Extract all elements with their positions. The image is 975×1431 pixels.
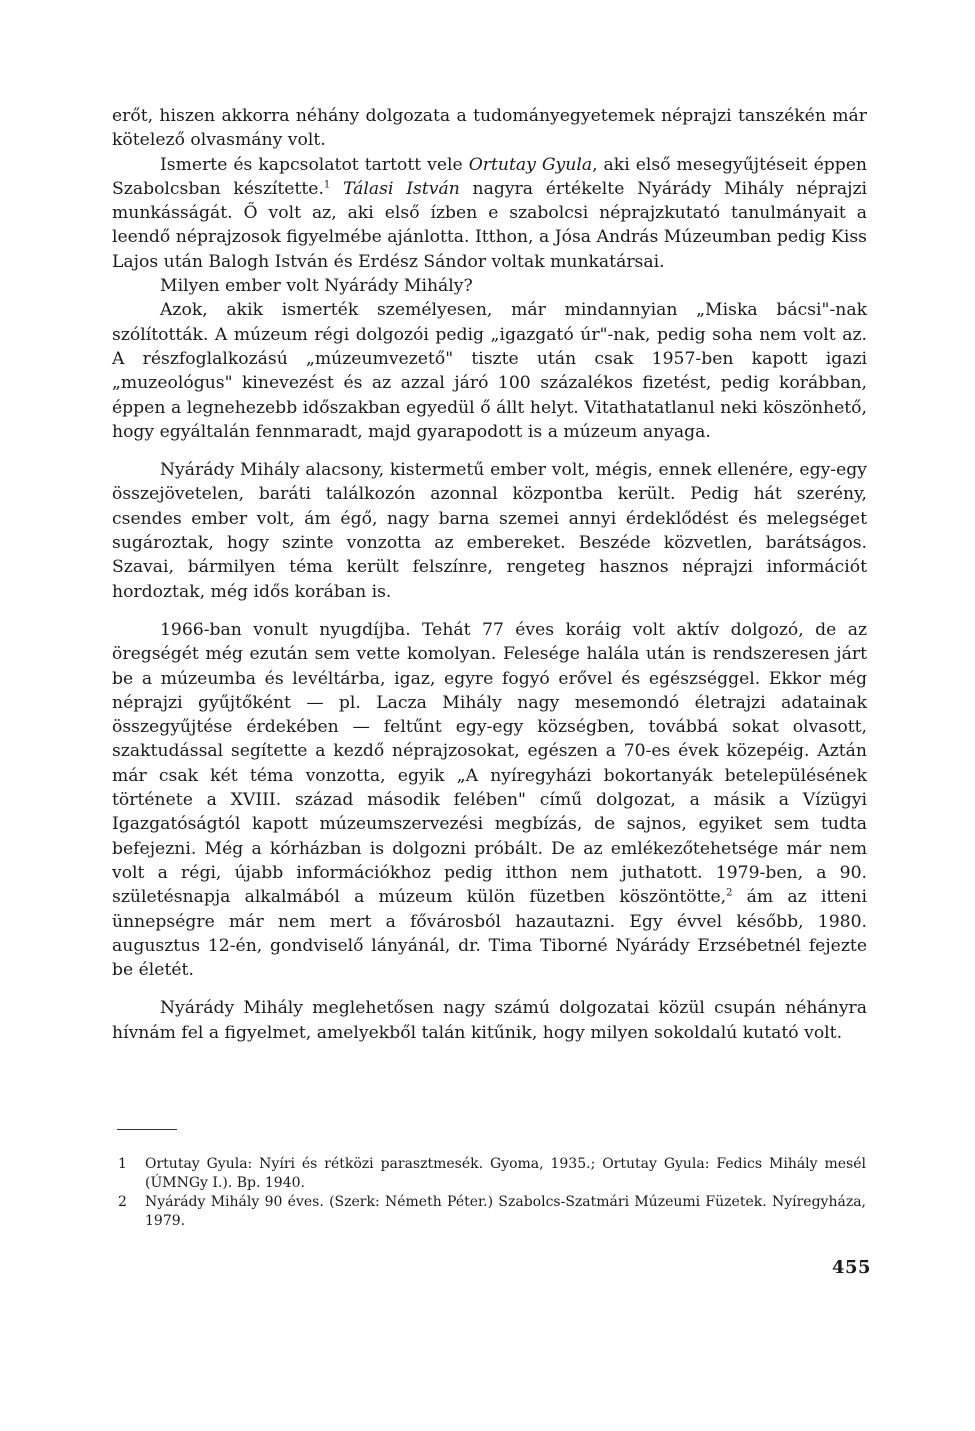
footnotes — [118, 1155, 866, 1231]
footnote-number: 2 — [118, 1194, 127, 1210]
footnote-1 — [118, 1155, 866, 1193]
paragraph-6-start: 1966-ban vonult nyugdíjba. Tehát 77 éves koráig volt aktív dolgozó, de az öregségét még ezután sem vette komolyan. Felesége halála után is rendszeresen járt be a múzeumba és levéltárba, igaz, egyre fogyó erővel és egészséggel. Ekkor még néprajzi gyűjtőként — pl. Lacza Mihály nagy mesemondó életrajzi adatainak összegyűjtése érdekében — feltűnt egy-egy községben, továbbá sokat olvasott, szaktudással segítette a kezdő néprajzosokat, egészen a 70-es évek közepéig. Aztán már csak két téma vonzotta, egyik „A nyíregyházi bokortanyák betelepülésének története a XVIII. század második felében" című dolgozat, a másik a Vízügyi Igazgatóságtól kapott múzeumszervezési megbízás, de sajnos, egyiket sem tudta befejezni. Még a kórházban is dolgozni próbált. De az emlékezőtehetsége már nem volt a régi, újabb információkhoz pedig itthon nem juthatott. 1979-ben, a 90. születésnapja alkalmából a múzeum külön füzetben köszöntötte, — [112, 619, 867, 908]
page-number: 455 — [832, 1257, 872, 1278]
footnote-2 — [118, 1193, 866, 1231]
paragraph-3: Milyen ember volt Nyárády Mihály? — [160, 276, 473, 297]
paragraph-2-start: Ismerte és kapcsolatot tartott vele — [160, 154, 469, 175]
person-name-ortutay: Ortutay Gyula — [468, 154, 593, 175]
paragraph-7: Nyárády Mihály meglehetősen nagy számú dolgozatai közül csupán néhányra hívnám fel a figyelmet, amelyekből talán kitűnik, hogy milyen sokoldalú kutató volt. — [112, 998, 867, 1043]
footnote-text: Nyárády Mihály 90 éves. (Szerk: Németh Péter.) Szabolcs-Szatmári Múzeumi Füzetek. Nyíregyháza, 1979. — [145, 1194, 866, 1229]
paragraph-1: erőt, hiszen akkorra néhány dolgozata a tudományegyetemek néprajzi tanszékén már kötelező olvasmány volt. — [112, 106, 867, 151]
paragraph-2 — [112, 153, 867, 274]
paragraph-6-end: ám az itteni ünnepségre már nem mert a fővárosból hazautazni. Egy évvel később, 1980. augusztus 12-én, gondviselő lányánál, dr. Tima Tiborné Nyárády Erzsébetnél fejezte be életét. — [112, 887, 867, 981]
paragraph-2-mid: , aki első mesegyűjtéseit éppen Szabolcsban készítette. — [112, 154, 867, 199]
paragraph-5: Nyárády Mihály alacsony, kistermetű ember volt, mégis, ennek ellenére, egy-egy összejövetelen, baráti találkozón azonnal központba került. Pedig hát szerény, csendes ember volt, ám égő, nagy barna szemei annyi érdeklődést és melegséget sugároztak, hogy szinte vonzotta az embereket. Beszéde közvetlen, barátságos. Szavai, bármilyen téma került felszínre, rengeteg hasznos néprajzi információt hordoztak, még idős korában is. — [112, 460, 867, 602]
paragraph-2-space — [330, 179, 343, 199]
paragraph-4: Azok, akik ismerték személyesen, már mindannyian „Miska bácsi"-nak szólították. A múzeum régi dolgozói pedig „igazgató úr"-nak, pedig soha nem volt az. A részfoglalkozású „múzeumvezető" tiszte után csak 1957-ben kapott igazi „muzeológus" kinevezést és az azzal járó 100 százalékos fizetést, pedig korábban, éppen a legnehezebb időszakban egyedül ő állt helyt. Vitathatatlanul neki köszönhető, hogy egyáltalán fennmaradt, majd gyarapodott is a múzeum anyaga. — [112, 300, 867, 442]
footnote-ref-1: 1 — [323, 179, 331, 191]
footnote-ref-2: 2 — [726, 887, 733, 899]
footnote-text: Ortutay Gyula: Nyíri és rétközi parasztmesék. Gyoma, 1935.; Ortutay Gyula: Fedics Mihály mesél (ÚMNGy I.). Bp. 1940. — [145, 1156, 866, 1191]
paragraph-2-end: nagyra értékelte Nyárády Mihály néprajzi munkásságát. Ő volt az, aki első ízben e szabolcsi néprajzkutató tanulmányait a leendő néprajzosok figyelmébe ajánlotta. Itthon, a Jósa András Múzeumban pedig Kiss Lajos után Balogh István és Erdész Sándor voltak munkatársai. — [112, 178, 867, 272]
person-name-talasi: Tálasi István — [343, 178, 460, 199]
body-text — [112, 104, 867, 1045]
footnote-number: 1 — [118, 1156, 127, 1172]
paragraph-6 — [112, 618, 867, 982]
footnote-divider — [117, 1129, 177, 1130]
